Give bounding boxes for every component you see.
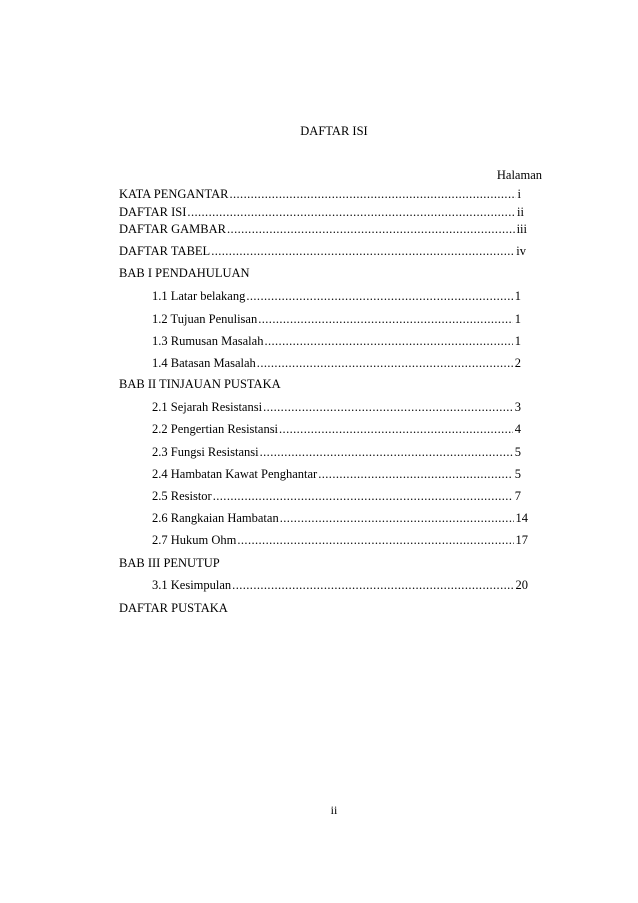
toc-row-2-4[interactable]: [152, 467, 521, 483]
toc-label: 3.1 Kesimpulan: [152, 578, 232, 592]
toc-row-2-1[interactable]: [152, 400, 521, 416]
toc-page-number: 4: [514, 422, 521, 436]
toc-label: 1.3 Rumusan Masalah: [152, 334, 264, 348]
toc-page-number: 17: [515, 533, 528, 547]
toc-leader-dots: [213, 489, 513, 504]
toc-chapter-heading[interactable]: BAB I PENDAHULUAN: [119, 266, 250, 280]
toc-chapter-heading[interactable]: DAFTAR PUSTAKA: [119, 601, 228, 615]
toc-leader-dots: [263, 400, 513, 415]
page-column-header: Halaman: [496, 168, 542, 182]
toc-page-number: 14: [515, 511, 528, 525]
toc-page-number: 7: [514, 489, 521, 503]
toc-row-2-2[interactable]: [152, 422, 521, 438]
toc-leader-dots: [229, 187, 515, 202]
toc-label: DAFTAR TABEL: [119, 244, 211, 258]
toc-row-daftar-tabel[interactable]: [119, 244, 526, 260]
toc-leader-dots: [211, 244, 514, 259]
toc-page-number: 2: [514, 356, 521, 370]
toc-label: 2.2 Pengertian Resistansi: [152, 422, 279, 436]
toc-page-number: 20: [515, 578, 528, 592]
toc-page-number: iii: [516, 222, 527, 236]
toc-row-daftar-gambar[interactable]: [119, 222, 527, 238]
toc-leader-dots: [187, 205, 515, 220]
toc-leader-dots: [258, 312, 513, 327]
toc-label: KATA PENGANTAR: [119, 187, 229, 201]
toc-leader-dots: [237, 533, 513, 548]
toc-label: 2.1 Sejarah Resistansi: [152, 400, 263, 414]
toc-leader-dots: [227, 222, 515, 237]
toc-page-number: i: [517, 187, 521, 201]
toc-label: DAFTAR ISI: [119, 205, 187, 219]
toc-row-1-1[interactable]: [152, 289, 521, 305]
toc-label: 2.3 Fungsi Resistansi: [152, 445, 259, 459]
toc-leader-dots: [260, 445, 513, 460]
toc-chapter-heading[interactable]: BAB II TINJAUAN PUSTAKA: [119, 377, 281, 391]
toc-label: DAFTAR GAMBAR: [119, 222, 227, 236]
toc-row-1-2[interactable]: [152, 312, 521, 328]
toc-leader-dots: [232, 578, 513, 593]
toc-row-kata-pengantar[interactable]: [119, 187, 521, 203]
toc-row-1-4[interactable]: [152, 356, 521, 372]
toc-page-number: iv: [516, 244, 526, 258]
toc-page-number: 3: [514, 400, 521, 414]
toc-row-3-1[interactable]: [152, 578, 528, 594]
toc-page-number: ii: [517, 205, 524, 219]
toc-label: 2.6 Rangkaian Hambatan: [152, 511, 279, 525]
toc-row-daftar-isi[interactable]: [119, 205, 524, 221]
toc-row-2-3[interactable]: [152, 445, 521, 461]
toc-row-1-3[interactable]: [152, 334, 521, 350]
toc-leader-dots: [318, 467, 513, 482]
page-number-footer: ii: [330, 803, 338, 817]
toc-row-2-7[interactable]: [152, 533, 528, 549]
toc-page-number: 1: [514, 334, 521, 348]
toc-row-2-6[interactable]: [152, 511, 528, 527]
toc-page-number: 1: [514, 289, 521, 303]
toc-chapter-heading[interactable]: BAB III PENUTUP: [119, 556, 220, 570]
toc-label: 2.5 Resistor: [152, 489, 212, 503]
toc-page-number: 1: [514, 312, 521, 326]
toc-label: 2.4 Hambatan Kawat Penghantar: [152, 467, 318, 481]
toc-leader-dots: [246, 289, 512, 304]
toc-label: 1.4 Batasan Masalah: [152, 356, 256, 370]
toc-label: 1.1 Latar belakang: [152, 289, 246, 303]
toc-page-number: 5: [514, 467, 521, 481]
toc-leader-dots: [257, 356, 513, 371]
toc-leader-dots: [280, 511, 514, 526]
toc-label: 1.2 Tujuan Penulisan: [152, 312, 258, 326]
toc-row-2-5[interactable]: [152, 489, 521, 505]
page-title: DAFTAR ISI: [300, 124, 368, 138]
toc-label: 2.7 Hukum Ohm: [152, 533, 237, 547]
toc-page-number: 5: [514, 445, 521, 459]
toc-leader-dots: [279, 422, 513, 437]
toc-leader-dots: [264, 334, 512, 349]
